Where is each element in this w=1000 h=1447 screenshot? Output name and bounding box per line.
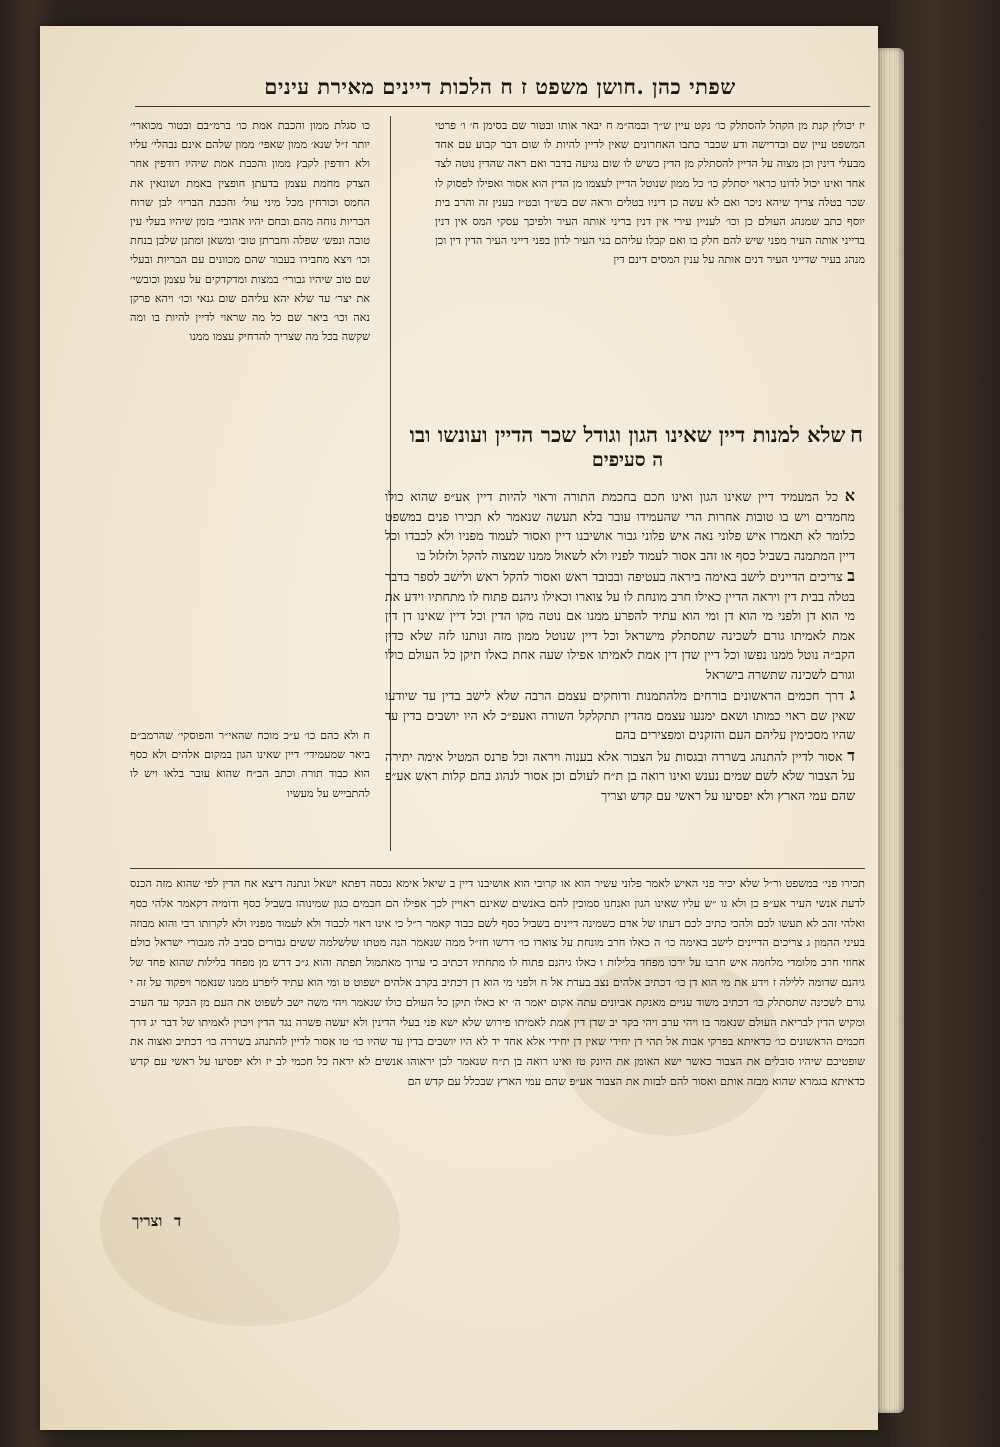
header-rule — [135, 106, 870, 107]
seif-paragraph — [385, 566, 855, 684]
seif-paragraph — [385, 685, 855, 745]
commentary-left-text: כו סגלת ממון והכבת אמת כו׳ ברמ״בם ובטור מכוארי׳ יותר ז״ל שנא׳ ממון שאפי׳ ממון שלהם אינם נבהלי׳ עליו ולא רודפין לקבץ ממון והכבת אמת שיהיו רודפין אחר הצדק מחמת עצמן בדעתן חופצין באמת ושונאין את החמס וכורחין מכל מיני עול׳ והכבת הבריו׳ לבן שרוח הבריות נוחה מהם ובחם יהיו אהובי׳ בזמן שיהיו בעלי עין טובה ונפש׳ שפלה וחברתן טוב׳ ומשאן ומתנן שלבן בנחת וכו׳ ויצא מחבירו בעבור שהם מכוונים עם הבריות ובעלי שם טוב שיהיו גבורי׳ במצות ומדקדקים על עצמן וכובשי׳ את יצר׳ עד שלא יהא עליהם שום גנאי וכו׳ ויהא פרקן נאה וכו׳ ביאר שם כל מה שראוי לדיין להיות בו ומה שקשה בכל מה שצריך להרחיק עצמו ממנו — [130, 119, 370, 344]
seif-text: כל המעמיד דיין שאינו הגון ואינו חכם בחכמת התורה וראוי להיות דיין אע״פ שהוא כולו מחמדים ויש בו טובות אחרות הרי שהעמידו עובר בלא תעשה שנאמר לא תכירו פנים במשפט כלומר לא תאמרו איש פלוני נאה איש פלוני גבור אושיבנו דיין ואסור לעמוד מפניו ולא לכבדו וכל דיין המתמנה בשביל כסף או זהב אסור לעמוד לפניו ולא לשאול ממנו שמצוה להקל ולזלזל בו — [385, 489, 855, 563]
folio-mark: ד — [174, 1212, 182, 1230]
siman-letter: ח — [849, 422, 863, 448]
commentary-right-text: יז יכולין קנת מן הקהל להסתלק כו׳ נקט עיין ש״ך ובמה״מ ח יבאר אותו ובטור שם בסימן ח׳ ו׳ פרטי המשפט עיין שם ובדרישה ודע שכבר כתבו האחרונים שאין לדיין להיות לו שום דבר קבוע עם אחד מבעלי דינין וכן מצוה על הדיין להסתלק מן הדין כשיש לו שום נגיעה בדבר ואם ראה שהדין נוטה לצד אחד ואינו יכול לדונו כראוי יסתלק כו׳ כל ממון שנוטל הדיין לעצמו מן הדין הוא אסור ואפילו לפסוק לו שכר בטלה צריך שיהא ניכר ואם לא עשה כן דיניו בטלים וראה שם בש״ך ובט״ז בענין זה והרב בית יוסף כתב שמנהג העולם כן וכו׳ לעניין עירי אין דנין בריני אותה העיר ולפיכך עסקי המס אין דנין בדייני אותה העיר מפני שיש להם חלק בו ואם קבלו עליהם בני העיר לדון בפני דייני העיר הדין דין וכן מנהג בעיר שדייני העיר דנים אותה על ענין המסים דינם דין — [435, 119, 865, 267]
bottom-commentary-text: תכירו פני׳ במשפט ור״ל שלא יכיר פני האיש לאמר פלוני עשיר הוא או קרובי הוא אושיבנו דיין ב שיאל אימא נכסה דפתא ישאל ונתנה דיצא אח הדין לפי שהוא מזה הכנס לדעת אנשי העיר אע״פ כן ולא גו ״ש עליו שאינו הגון ואנחנו סמוכין להם באנשים שאינם ראויין לכך אפילו הם חכמים כגון שמינוהו בשביל כסף ודומיה דקאמר אלהי כסף ואלהי זהב לא תעשו לכם ולהכי כתיב לכם דעתו של אדם כשמינה דיינים בשביל כסף לשם כבוד קאמר ר״ל כי אינו ראוי לכבוד ולא לעמוד מפניו ולא לקרותו רבי והוא מבוזה בעיני ההמון ג צריכים הדיינים לישב באימה כו׳ ה כאלו חרב מונחת על צוארו כו׳ דרשו חז״ל ממה שנאמר הנה מטתו שלשלמה ששים גבורים סביב לה מגבורי ישראל כולם אחוזי חרב מלומדי מלחמה איש חרבו על ירכו מפחד בלילות ו כאלו גיהנם פתוח לו מתחתיו דכתיב כי ערוך מאתמול תפתה והוא ג״כ דרש מן מפחד בלילות שהוא פחד של גיהנם שדומה ללילה ז וידע את מי הוא דן כו׳ דכתיב אלהים נצב בעדת אל ח ולפני מי הוא דן דכתיב בקרב אלהים ישפוט ט ומי הוא עתיד ליפרע ממנו שנאמר ויפקוד על זה י גורם לשכינה שתסתלק כו׳ דכתיב משוד עניים מאנקת אביונים עתה אקום יאמר ה׳ יא כאלו תיקן כל העולם כולו שנאמר ויהי משה ישב לשפוט את העם מן הבקר עד הערב ומקיש הדין לבריאת העולם שנאמר בו ויהי ערב ויהי בקר יב שדן דין אמת לאמיתו פירוש שלא ישא פני בעלי הדינין ולא יעשה פשרה נגד הדין ויכוין לאמיתו של דבר יג דרך חכמים הראשונים כו׳ כדאיתא בפרקי אבות אל תהי דן יחידי שאין דן יחידי אלא אחד יד לא היו יושבים בדין עד שהיו כו׳ טו אסור לדיין להתנהג בשררה כו׳ דכתיב ואצוה את שופטיכם שיהיו סובלים את הצבור כאשר ישא האומן את היונק טז ואינו רואה בן ת״ח שנאמר לכן יראוהו אנשים לא יראה כל חכמי לב יז ולא יפסיעו על ראשי עם קדש כדאיתא בגמרא שהוא מבזה אותם ואסור להם לבזות את הצבור אע״פ שהם עמי הארץ שבכלל עם קדש הם — [130, 877, 865, 1088]
bottom-rule — [130, 868, 865, 869]
seif-text: דרך חכמים הראשונים בורחים מלהתמנות ודוחקים עצמם הרבה שלא לישב בדין עד שיודעו שאין שם ראוי כמותו ושאם ימנעו עצמם מהדין תתקלקל השורה ואעפ״כ לא היו יושבים בדין עד שהיו מסכימין עליהם העם והזקנים ומפצירים בהם — [385, 688, 855, 742]
commentary-left-column — [130, 116, 370, 716]
seif-mark: א — [844, 486, 855, 505]
main-text — [385, 486, 855, 856]
seif-mark: ד — [847, 745, 855, 765]
seif-paragraph — [385, 746, 855, 806]
commentary-left-column-2 — [130, 726, 370, 856]
commentary-right-column — [435, 116, 865, 411]
seif-text: צריכים הדיינים לישב באימה ביראה בעטיפה ובכובד ראש ואסור להקל ראש ולישב לספר בדבר בטלה בבית דין ויראה הדיין כאילו חרב מונחת לו על צוארו וכאילו גיהנם פתוח לו מתחתיו וידע את מי הוא דן ולפני מי הוא דן ומי הוא עתיד להפרע ממנו אם נוטה מקו הדין וכל דיין שאינו דן דין אמת לאמיתו גורם לשכינה שתסתלק מישראל וכל דיין שנוטל ממון מזה ונותנו לזה שלא כדין הקב״ה נוטל ממנו נפשו וכל דיין שדן דין אמת לאמיתו אפילו שעה אחת כאלו תיקן כל העולם כולו וגורם לשכינה שתשרה בישראל — [385, 569, 855, 682]
seif-mark: ב — [847, 566, 855, 585]
book-cover-edge — [890, 0, 1000, 1447]
running-head: שפתי כהן .חושן משפט ז ח הלכות דיינים מאירת עינים — [264, 74, 736, 99]
seif-text: אסור לדיין להתנהג בשררה ובגסות על הצבור אלא בענוה ויראה וכל פרנס המטיל אימה יתירה על הצבור שלא לשם שמים נענש ואינו רואה בן ת״ח לעולם וכן אסור לנהוג בהם קלות ראש אע״פ שהם עמי הארץ ולא יפסיעו על ראשי עם קדש וצריך — [385, 748, 855, 803]
book-page — [40, 26, 878, 1430]
commentary-left-text-2: ח ולא כהם כו׳ ע״כ מוכח שהאי״ר והפוסקי׳ שהרמב״ם ביאר שמעמידי׳ דיין שאינו הגון במקום אלהים ולא כסף הוא כבוד תורה וכתב הב״ח שהוא עובר בלאו ויש לו להתבייש על מעשיו — [130, 729, 370, 800]
siman-subtitle: ה סעיפים — [591, 449, 664, 471]
siman-title: שלא למנות דיין שאינו הגון וגודל שכר הדיין ועונשו ובו — [409, 422, 846, 447]
seif-paragraph — [385, 486, 855, 565]
catchword: וצריך — [132, 1212, 163, 1230]
seif-mark: ג — [849, 685, 855, 704]
bottom-commentary — [130, 874, 865, 1192]
